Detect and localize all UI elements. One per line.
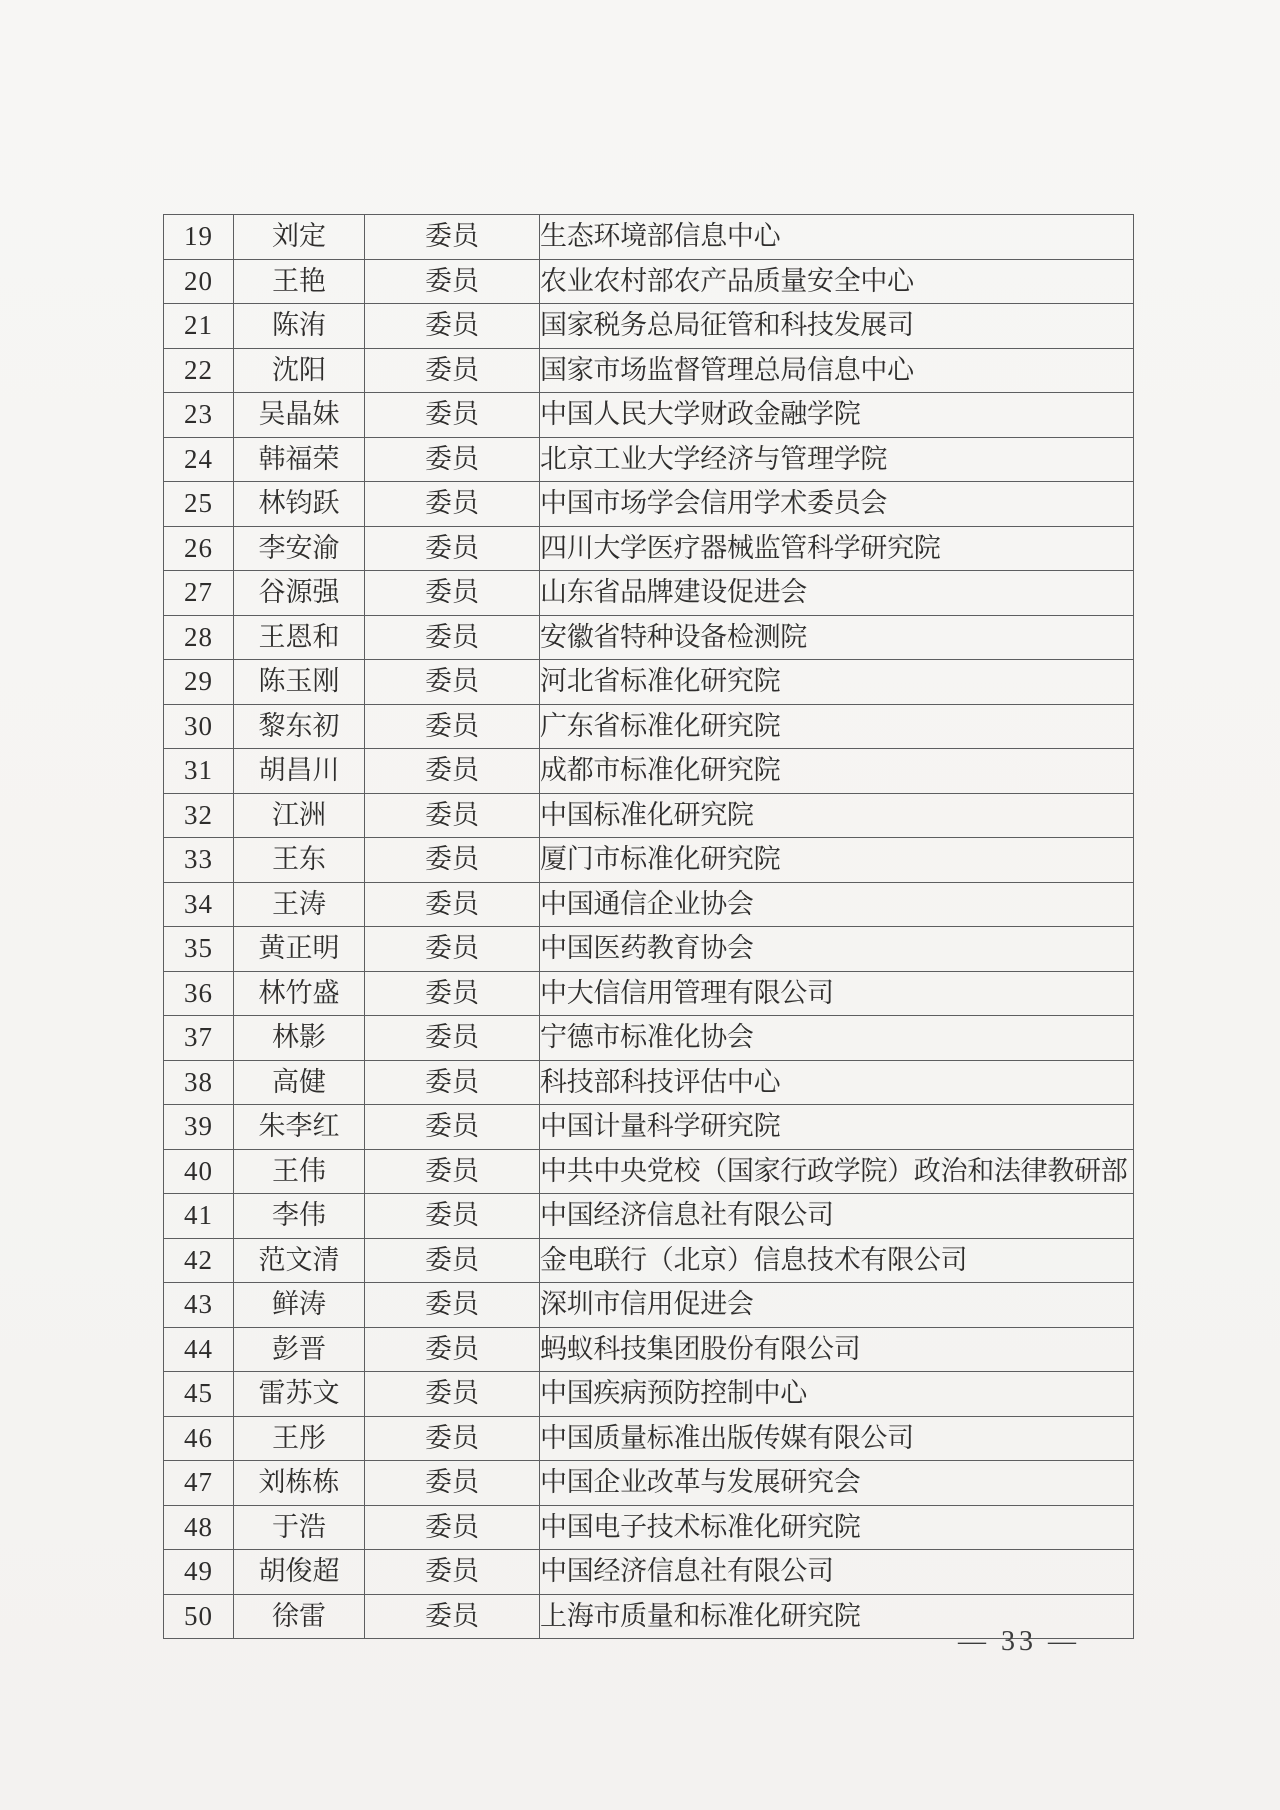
member-organization-cell: 中国人民大学财政金融学院 [540,393,1134,438]
member-name-cell: 王恩和 [234,615,365,660]
member-name-cell: 王艳 [234,259,365,304]
member-organization-cell: 国家税务总局征管和科技发展司 [540,304,1134,349]
row-number-cell: 49 [164,1550,234,1595]
table-row [164,1238,1134,1283]
row-number-cell: 31 [164,749,234,794]
member-name-cell: 于浩 [234,1505,365,1550]
row-number-cell: 33 [164,838,234,883]
row-number-cell: 48 [164,1505,234,1550]
row-number-cell: 41 [164,1194,234,1239]
table-row [164,1550,1134,1595]
member-role-cell: 委员 [365,1194,540,1239]
row-number-cell: 25 [164,482,234,527]
page-number: — 33 — [958,1626,1080,1657]
member-name-cell: 彭晋 [234,1327,365,1372]
member-name-cell: 朱李红 [234,1105,365,1150]
row-number-cell: 36 [164,971,234,1016]
member-role-cell: 委员 [365,1105,540,1150]
table-row [164,1505,1134,1550]
member-organization-cell: 中国经济信息社有限公司 [540,1550,1134,1595]
member-role-cell: 委员 [365,571,540,616]
table-row [164,437,1134,482]
row-number-cell: 42 [164,1238,234,1283]
member-name-cell: 刘定 [234,215,365,260]
member-organization-cell: 河北省标准化研究院 [540,660,1134,705]
member-organization-cell: 北京工业大学经济与管理学院 [540,437,1134,482]
table-row [164,882,1134,927]
member-organization-cell: 中国医药教育协会 [540,927,1134,972]
member-name-cell: 黎东初 [234,704,365,749]
member-organization-cell: 蚂蚁科技集团股份有限公司 [540,1327,1134,1372]
table-row [164,393,1134,438]
member-name-cell: 王涛 [234,882,365,927]
member-role-cell: 委员 [365,1327,540,1372]
member-organization-cell: 中国计量科学研究院 [540,1105,1134,1150]
member-organization-cell: 中大信信用管理有限公司 [540,971,1134,1016]
member-name-cell: 林钧跃 [234,482,365,527]
member-role-cell: 委员 [365,348,540,393]
row-number-cell: 50 [164,1594,234,1639]
member-role-cell: 委员 [365,482,540,527]
row-number-cell: 38 [164,1060,234,1105]
member-organization-cell: 中国市场学会信用学术委员会 [540,482,1134,527]
table-row [164,704,1134,749]
member-name-cell: 李安渝 [234,526,365,571]
committee-roster-table [163,214,1134,1639]
member-name-cell: 雷苏文 [234,1372,365,1417]
member-organization-cell: 广东省标准化研究院 [540,704,1134,749]
member-name-cell: 王彤 [234,1416,365,1461]
table-row [164,1105,1134,1150]
table-row [164,571,1134,616]
row-number-cell: 26 [164,526,234,571]
row-number-cell: 37 [164,1016,234,1061]
table-row [164,1416,1134,1461]
row-number-cell: 40 [164,1149,234,1194]
member-name-cell: 谷源强 [234,571,365,616]
table-row [164,660,1134,705]
member-role-cell: 委员 [365,1283,540,1328]
member-organization-cell: 上海市质量和标准化研究院 [540,1594,1134,1639]
member-organization-cell: 生态环境部信息中心 [540,215,1134,260]
member-name-cell: 陈洧 [234,304,365,349]
row-number-cell: 44 [164,1327,234,1372]
member-role-cell: 委员 [365,749,540,794]
row-number-cell: 27 [164,571,234,616]
member-organization-cell: 成都市标准化研究院 [540,749,1134,794]
member-role-cell: 委员 [365,1594,540,1639]
member-role-cell: 委员 [365,259,540,304]
row-number-cell: 46 [164,1416,234,1461]
member-name-cell: 沈阳 [234,348,365,393]
table-row [164,971,1134,1016]
member-organization-cell: 中国标准化研究院 [540,793,1134,838]
row-number-cell: 32 [164,793,234,838]
member-organization-cell: 中国电子技术标准化研究院 [540,1505,1134,1550]
table-row [164,526,1134,571]
member-name-cell: 徐雷 [234,1594,365,1639]
table-row [164,838,1134,883]
member-role-cell: 委员 [365,215,540,260]
member-name-cell: 江洲 [234,793,365,838]
member-name-cell: 吴晶妹 [234,393,365,438]
row-number-cell: 43 [164,1283,234,1328]
member-role-cell: 委员 [365,660,540,705]
member-organization-cell: 国家市场监督管理总局信息中心 [540,348,1134,393]
table-row [164,348,1134,393]
row-number-cell: 39 [164,1105,234,1150]
member-organization-cell: 中国企业改革与发展研究会 [540,1461,1134,1506]
row-number-cell: 45 [164,1372,234,1417]
row-number-cell: 35 [164,927,234,972]
member-role-cell: 委员 [365,393,540,438]
member-role-cell: 委员 [365,304,540,349]
row-number-cell: 23 [164,393,234,438]
member-organization-cell: 中国质量标准出版传媒有限公司 [540,1416,1134,1461]
member-organization-cell: 农业农村部农产品质量安全中心 [540,259,1134,304]
roster-body [164,215,1134,1639]
member-organization-cell: 深圳市信用促进会 [540,1283,1134,1328]
member-role-cell: 委员 [365,1550,540,1595]
table-row [164,1372,1134,1417]
table-row [164,1060,1134,1105]
member-organization-cell: 四川大学医疗器械监管科学研究院 [540,526,1134,571]
table-row [164,1194,1134,1239]
row-number-cell: 30 [164,704,234,749]
member-organization-cell: 中国经济信息社有限公司 [540,1194,1134,1239]
table-row [164,1283,1134,1328]
table-row [164,927,1134,972]
member-role-cell: 委员 [365,793,540,838]
member-role-cell: 委员 [365,1461,540,1506]
member-role-cell: 委员 [365,927,540,972]
member-organization-cell: 金电联行（北京）信息技术有限公司 [540,1238,1134,1283]
member-role-cell: 委员 [365,971,540,1016]
member-role-cell: 委员 [365,1149,540,1194]
row-number-cell: 24 [164,437,234,482]
member-role-cell: 委员 [365,882,540,927]
member-name-cell: 林影 [234,1016,365,1061]
member-organization-cell: 宁德市标准化协会 [540,1016,1134,1061]
table-row [164,1327,1134,1372]
member-role-cell: 委员 [365,1238,540,1283]
member-name-cell: 范文清 [234,1238,365,1283]
member-role-cell: 委员 [365,1060,540,1105]
table-row [164,304,1134,349]
member-name-cell: 胡俊超 [234,1550,365,1595]
table-row [164,793,1134,838]
member-role-cell: 委员 [365,1372,540,1417]
member-role-cell: 委员 [365,1016,540,1061]
member-name-cell: 李伟 [234,1194,365,1239]
member-role-cell: 委员 [365,1505,540,1550]
member-role-cell: 委员 [365,437,540,482]
member-role-cell: 委员 [365,838,540,883]
row-number-cell: 22 [164,348,234,393]
member-role-cell: 委员 [365,704,540,749]
member-organization-cell: 中国通信企业协会 [540,882,1134,927]
row-number-cell: 20 [164,259,234,304]
member-organization-cell: 安徽省特种设备检测院 [540,615,1134,660]
member-name-cell: 刘栋栋 [234,1461,365,1506]
member-name-cell: 王东 [234,838,365,883]
member-organization-cell: 科技部科技评估中心 [540,1060,1134,1105]
member-role-cell: 委员 [365,615,540,660]
table-row [164,259,1134,304]
row-number-cell: 29 [164,660,234,705]
table-row [164,482,1134,527]
table-row [164,1016,1134,1061]
member-name-cell: 胡昌川 [234,749,365,794]
row-number-cell: 21 [164,304,234,349]
row-number-cell: 34 [164,882,234,927]
table-row [164,749,1134,794]
member-name-cell: 林竹盛 [234,971,365,1016]
member-organization-cell: 厦门市标准化研究院 [540,838,1134,883]
member-role-cell: 委员 [365,526,540,571]
member-name-cell: 黄正明 [234,927,365,972]
table-row [164,1149,1134,1194]
member-organization-cell: 山东省品牌建设促进会 [540,571,1134,616]
member-organization-cell: 中国疾病预防控制中心 [540,1372,1134,1417]
table-row [164,615,1134,660]
table-row [164,1461,1134,1506]
member-name-cell: 王伟 [234,1149,365,1194]
row-number-cell: 19 [164,215,234,260]
member-role-cell: 委员 [365,1416,540,1461]
table-row [164,215,1134,260]
member-organization-cell: 中共中央党校（国家行政学院）政治和法律教研部 [540,1149,1134,1194]
row-number-cell: 47 [164,1461,234,1506]
member-name-cell: 高健 [234,1060,365,1105]
member-name-cell: 鲜涛 [234,1283,365,1328]
member-name-cell: 陈玉刚 [234,660,365,705]
member-name-cell: 韩福荣 [234,437,365,482]
row-number-cell: 28 [164,615,234,660]
